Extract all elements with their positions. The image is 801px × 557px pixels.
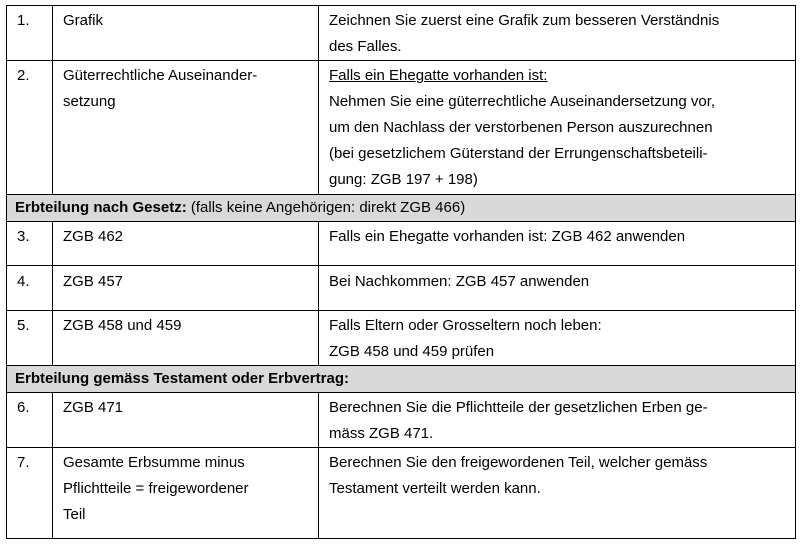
section-note: (falls keine Angehörigen: direkt ZGB 466) bbox=[186, 199, 466, 216]
step-description: Berechnen Sie die Pflichtteile der gesetzlichen Erben ge- mäss ZGB 471. bbox=[319, 393, 796, 448]
table-row bbox=[7, 266, 796, 311]
step-number: 7. bbox=[7, 448, 53, 539]
step-number: 3. bbox=[7, 222, 53, 266]
description-heading: Falls ein Ehegatte vorhanden ist: bbox=[329, 67, 548, 84]
table-row bbox=[7, 311, 796, 366]
step-number: 4. bbox=[7, 266, 53, 311]
step-description: Falls ein Ehegatte vorhanden ist: ZGB 462 anwenden bbox=[319, 222, 796, 266]
table-row bbox=[7, 61, 796, 195]
section-header-law bbox=[7, 195, 796, 222]
step-description: Zeichnen Sie zuerst eine Grafik zum besseren Verständnis des Falles. bbox=[319, 6, 796, 61]
section-header-will bbox=[7, 366, 796, 393]
table-row bbox=[7, 448, 796, 539]
step-topic: Güterrechtliche Auseinander- setzung bbox=[53, 61, 319, 195]
step-number: 1. bbox=[7, 6, 53, 61]
step-description: Berechnen Sie den freigewordenen Teil, welcher gemäss Testament verteilt werden kann. bbox=[319, 448, 796, 539]
step-description: Bei Nachkommen: ZGB 457 anwenden bbox=[319, 266, 796, 311]
step-description: Falls Eltern oder Grosseltern noch leben: ZGB 458 und 459 prüfen bbox=[319, 311, 796, 366]
section-title: Erbteilung gemäss Testament oder Erbvertrag: bbox=[15, 370, 349, 387]
step-topic: Gesamte Erbsumme minus Pflichtteile = freigewordener Teil bbox=[53, 448, 319, 539]
table-row bbox=[7, 222, 796, 266]
table-row bbox=[7, 393, 796, 448]
step-number: 5. bbox=[7, 311, 53, 366]
inheritance-steps-table bbox=[6, 5, 796, 539]
step-description: Falls ein Ehegatte vorhanden ist: Nehmen Sie eine güterrechtliche Auseinandersetzung vor, um den Nachlass der verstorbenen Person auszurechnen (bei gesetzlichem Güterstand der Errungenschaftsbeteili- gung: ZGB 197 + 198) bbox=[319, 61, 796, 195]
step-number: 2. bbox=[7, 61, 53, 195]
step-topic: ZGB 462 bbox=[53, 222, 319, 266]
step-topic: ZGB 458 und 459 bbox=[53, 311, 319, 366]
step-topic: Grafik bbox=[53, 6, 319, 61]
step-topic: ZGB 471 bbox=[53, 393, 319, 448]
section-title: Erbteilung nach Gesetz: bbox=[15, 199, 187, 216]
table-row bbox=[7, 6, 796, 61]
step-topic: ZGB 457 bbox=[53, 266, 319, 311]
step-number: 6. bbox=[7, 393, 53, 448]
